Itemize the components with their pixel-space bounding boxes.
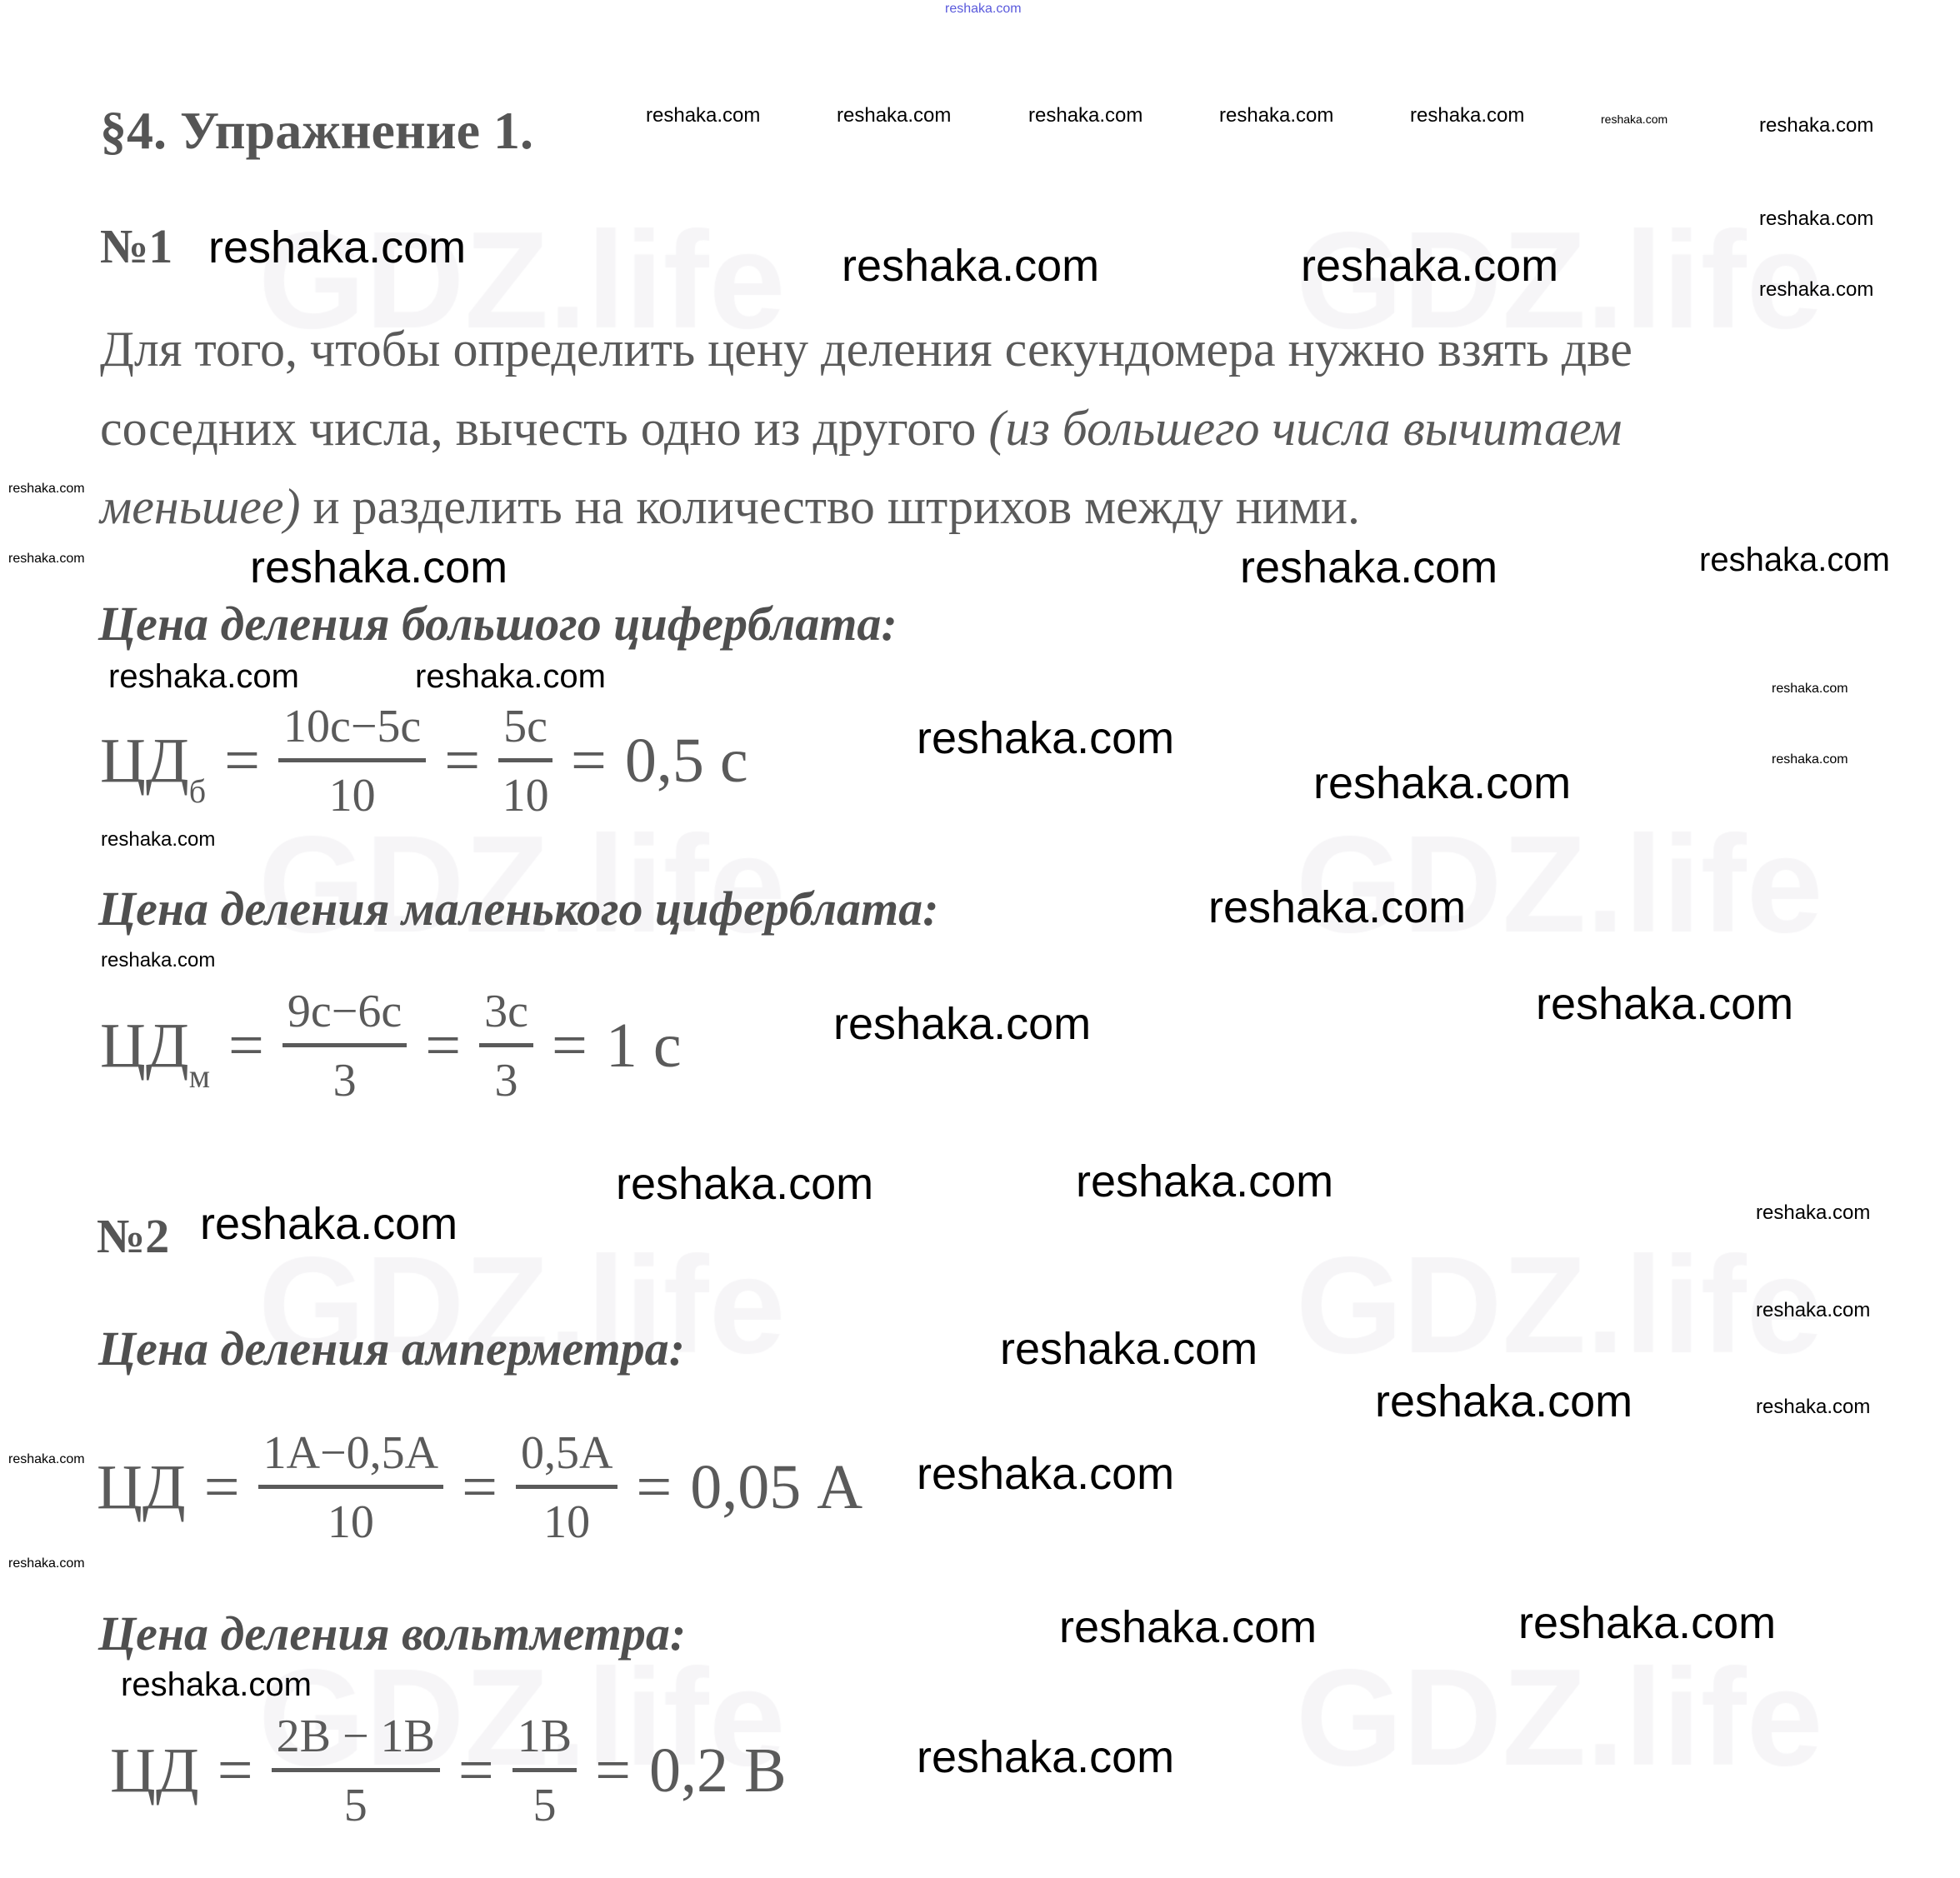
reshaka-watermark: reshaka.com (1772, 682, 1848, 696)
paragraph-line-1: Для того, чтобы определить цену деления секундомера нужно взять две (100, 322, 1632, 377)
denominator: 10 (328, 770, 376, 822)
numerator: 1А−0,5А (258, 1426, 443, 1489)
reshaka-watermark: reshaka.com (8, 1556, 85, 1571)
reshaka-watermark: reshaka.com (415, 658, 606, 695)
paragraph-text: соседних числа, вычесть одно из другого (100, 401, 989, 456)
reshaka-watermark: reshaka.com (616, 1159, 874, 1209)
fraction (512, 1710, 577, 1832)
reshaka-watermark: reshaka.com (1601, 112, 1668, 126)
fraction (479, 985, 533, 1107)
equals-sign: = (551, 1011, 588, 1081)
denominator: 10 (327, 1496, 374, 1548)
reshaka-watermark: reshaka.com (101, 949, 216, 971)
formula-result: 0,2 В (649, 1736, 787, 1806)
top-watermark: reshaka.com (945, 2, 1022, 16)
reshaka-watermark: reshaka.com (646, 104, 761, 127)
numerator: 3с (479, 985, 533, 1047)
formula-result: 1 с (605, 1011, 682, 1081)
task-2-number: №2 (97, 1209, 170, 1263)
denominator: 5 (343, 1780, 368, 1831)
reshaka-watermark: reshaka.com (1699, 542, 1890, 578)
reshaka-watermark: reshaka.com (250, 542, 508, 592)
fraction (498, 700, 552, 822)
equals-sign: = (224, 726, 260, 796)
equals-sign: = (595, 1736, 632, 1806)
reshaka-watermark: reshaka.com (1759, 207, 1874, 230)
paragraph-line-3 (100, 478, 1360, 536)
reshaka-watermark: reshaka.com (1410, 104, 1525, 127)
equals-sign: = (571, 726, 607, 796)
paragraph-italic: меньшее) (100, 479, 301, 534)
equals-sign: = (636, 1452, 672, 1522)
formula-lhs: ЦД (97, 1452, 186, 1522)
formula-voltmeter (110, 1710, 787, 1832)
heading-ammeter: Цена деления амперметра: (98, 1321, 685, 1376)
heading-voltmeter: Цена деления вольтметра: (98, 1606, 687, 1661)
fraction (516, 1426, 618, 1549)
equals-sign: = (425, 1011, 462, 1081)
reshaka-watermark: reshaka.com (1208, 882, 1467, 932)
formula-lhs: ЦД (100, 726, 189, 796)
heading-small-dial: Цена деления маленького циферблата: (98, 882, 939, 936)
reshaka-watermark: reshaka.com (121, 1666, 312, 1703)
reshaka-watermark: reshaka.com (1240, 542, 1498, 592)
fraction (278, 700, 426, 822)
reshaka-watermark: reshaka.com (1028, 104, 1143, 127)
denominator: 3 (494, 1055, 518, 1106)
fraction (282, 985, 407, 1107)
reshaka-watermark: reshaka.com (101, 828, 216, 851)
reshaka-watermark: reshaka.com (8, 552, 85, 566)
denominator: 10 (502, 770, 549, 822)
equals-sign: = (203, 1452, 240, 1522)
paragraph-line-2 (100, 400, 1622, 457)
paragraph-italic: (из большего числа вычитаем (988, 401, 1622, 456)
fraction (258, 1426, 443, 1549)
reshaka-watermark: reshaka.com (842, 241, 1100, 291)
reshaka-watermark: reshaka.com (1772, 752, 1848, 767)
numerator: 1В (512, 1710, 577, 1772)
formula-result: 0,5 с (624, 726, 748, 796)
reshaka-watermark: reshaka.com (1313, 758, 1572, 808)
reshaka-watermark: reshaka.com (8, 1452, 85, 1466)
formula-subscript: м (188, 1057, 211, 1095)
reshaka-watermark: reshaka.com (837, 104, 952, 127)
reshaka-watermark: reshaka.com (1759, 278, 1874, 301)
reshaka-watermark: reshaka.com (917, 1449, 1175, 1499)
numerator: 2В − 1В (272, 1710, 440, 1772)
reshaka-watermark: reshaka.com (1756, 1201, 1871, 1224)
reshaka-watermark: reshaka.com (917, 1732, 1175, 1782)
reshaka-watermark: reshaka.com (1756, 1396, 1871, 1418)
equals-sign: = (458, 1736, 494, 1806)
equals-sign: = (462, 1452, 498, 1522)
reshaka-watermark: reshaka.com (108, 658, 299, 695)
heading-big-dial: Цена деления большого циферблата: (98, 597, 898, 651)
equals-sign: = (444, 726, 481, 796)
reshaka-watermark: reshaka.com (1000, 1324, 1258, 1374)
formula-result: 0,05 А (690, 1452, 863, 1522)
reshaka-watermark: reshaka.com (208, 222, 467, 272)
task-1-number: №1 (100, 219, 173, 273)
numerator: 0,5А (516, 1426, 618, 1489)
formula-lhs: ЦД (110, 1736, 199, 1806)
reshaka-watermark: reshaka.com (1518, 1598, 1777, 1648)
formula-big-dial (100, 700, 748, 822)
reshaka-watermark: reshaka.com (1219, 104, 1334, 127)
reshaka-watermark: reshaka.com (1059, 1602, 1318, 1652)
page-title: §4. Упражнение 1. (100, 101, 534, 160)
numerator: 10с−5с (278, 700, 426, 762)
reshaka-watermark: reshaka.com (8, 482, 85, 496)
numerator: 9с−6с (282, 985, 407, 1047)
formula-subscript: б (188, 772, 207, 810)
formula-lhs: ЦД (100, 1011, 189, 1081)
equals-sign: = (217, 1736, 253, 1806)
reshaka-watermark: reshaka.com (917, 713, 1175, 763)
numerator: 5с (498, 700, 552, 762)
reshaka-watermark: reshaka.com (1301, 241, 1559, 291)
formula-ammeter (97, 1426, 862, 1549)
reshaka-watermark: reshaka.com (833, 999, 1092, 1049)
denominator: 5 (532, 1780, 557, 1831)
equals-sign: = (228, 1011, 264, 1081)
reshaka-watermark: reshaka.com (1536, 979, 1794, 1029)
denominator: 10 (543, 1496, 591, 1548)
reshaka-watermark: reshaka.com (1375, 1376, 1633, 1426)
reshaka-watermark: reshaka.com (1076, 1156, 1334, 1206)
fraction (272, 1710, 440, 1832)
reshaka-watermark: reshaka.com (1759, 114, 1874, 137)
formula-small-dial (100, 985, 682, 1107)
paragraph-text: и разделить на количество штрихов между ними. (300, 479, 1361, 534)
denominator: 3 (332, 1055, 357, 1106)
reshaka-watermark: reshaka.com (1756, 1299, 1871, 1321)
reshaka-watermark: reshaka.com (200, 1199, 458, 1249)
